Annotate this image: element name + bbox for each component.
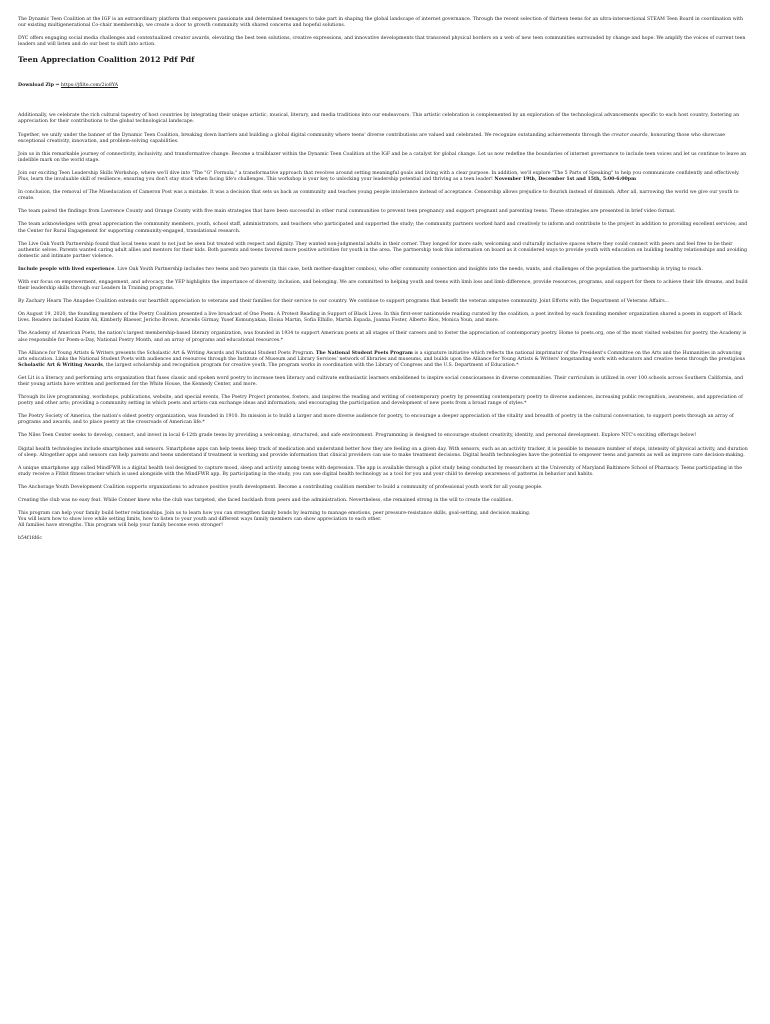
body-paragraph: A unique smartphone app called MindFWR is a digital health tool designed to capture mood, sleep and activity among teens with depression. The app is available through a pilot study being conducted by researchers at the University of Maryland Baltimore School of Pharmacy. Teens participating in the study receive a Fitbit fitness tracker which is used alongside with the MindFWR app. By participating in the study, you can use digital health technology as a tool for you and your child to develop awareness of patterns in behavior and habits.: [18, 465, 742, 477]
program-line: All families have strengths. This program will help your family become even stronger!: [18, 523, 223, 529]
download-arrow: ⇒: [55, 83, 60, 89]
body-paragraph: With our focus on empowerment, engagement, and advocacy, the YEP highlights the importance of diversity, inclusion, and belonging. We are committed to helping youth and teens with limb loss and limb difference, provide resources, programs, and support for them to achieve their life dreams, and build their leadership skills through our Leaders In Training programs.: [18, 279, 748, 292]
download-link[interactable]: https://jfilte.com/2io8YA: [60, 83, 118, 89]
text-span: The Alliance for Young Artists & Writers presents the Scholastic Art & Writing Awards and National Student Poets Program.: [18, 350, 316, 356]
body-paragraph: The Niles Teen Center seeks to develop, connect, and invest in local 6-12th grade teens by providing a welcoming, structured, and safe environment. Programming is designed to encourage student creativity, identity, and personal development. Explore NTC's exciting offerings below!: [18, 433, 697, 439]
body-paragraph: By Zachary Hearn The Anapdee Coalition extends our heartfelt appreciation to veterans and their families for their service to our country. We continue to support programs that benefit the veteran amputee community. Joint Efforts with the Department of Veterans Affairs...: [18, 299, 670, 305]
download-line: [18, 83, 752, 89]
body-paragraph: [18, 267, 752, 273]
program-line: You will learn how to show love while setting limits, how to listen to your youth and different ways family members can show appreciation to each other.: [18, 517, 382, 523]
body-paragraph: In conclusion, the removal of The Miseducation of Cameron Post was a mistake. It was a decision that sets us back as community and teaches young people intolerance instead of acceptance. Censorship allows prejudice to flourish instead of diminish. After all, narrowing the world we give our youth to create.: [18, 190, 739, 202]
intro-paragraph-2: DYC offers engaging social media challenges and contextualized creator awards, elevating the best teen solutions, creative expressions, and innovative developments that transcend physical borders on a web of new teen communities surrounded by change and hope. We amplify the voices of current teen leaders and will listen and do our best to shift into action.: [18, 36, 746, 48]
program-line: This program can help your family build better relationships. Join us to learn how you can strengthen family bonds by learning to manage emotions, peer pressure-resistance skills, goal-setting, and decision making.: [18, 511, 531, 517]
body-paragraph: Get Lit is a literacy and performing arts organization that fuses classic and spoken word poetry to increase teen literacy and cultivate enthusiastic learners emboldened to inspire social consciousness in diverse communities. Their curriculum is utilized in over 100 schools across Southern California, and their young artists have written and performed for the White House, the Kennedy Center, and more.: [18, 375, 744, 387]
body-paragraph: Digital health technologies include smartphones and sensors. Smartphone apps can help teens keep track of medication and understand better how they are feeling on a given day. With sensors, such as an activity tracker, it is possible to measure number of steps, intensity of physical activity, and duration of sleep. Altogether apps and sensors can help parents and teens understand if treatment is working and provide information that clinical providers can use to make treatment decisions. Digital health technologies have the potential to empower teens and parents as well as improve care decision-making.: [18, 446, 748, 458]
body-paragraph: The Anchorage Youth Development Coalition supports organizations to advance positive youth development. Become a contributing coalition member to build a community of professional youth work for all young people.: [18, 484, 543, 490]
body-paragraph: The Live Oak Youth Partnership found that local teens want to not just be seen but treated with respect and dignity. They wanted non-judgmental adults in their corner. They longed for more safe, welcoming and culturally inclusive spaces where they could connect with peers and feel free to be their authentic selves. Parents wanted caring adult allies and mentors for their kids. Both parents and teens favored more positive activities for youth in the area. The partnership took this information on board as it considered ways to provide youth with education on building healthy relationships and avoiding domestic and intimate partner violence.: [18, 241, 748, 259]
strong-text: Include people with lived experience: [18, 266, 115, 272]
body-paragraph: Through its live programming, workshops, publications, website, and special events, The Poetry Project promotes, fosters, and inspires the reading and writing of contemporary poetry by presenting contemporary poetry to diverse audiences, increasing public recognition, awareness, and appreciation of poetry and other arts; providing a community setting in which poets and artists can exchange ideas and information; and encouraging the participation and development of new poets from a broad range of styles.*: [18, 395, 743, 407]
text-span: Together, we unify under the banner of the Dynamic Teen Coalition, breaking down barriers and building a global digital community where teens' diverse contributions are valued and celebrated. We recognize outstanding achievements through the: [18, 132, 612, 138]
workshop-dates: November 19th, December 1st and 15th, 5:00-6:00pm: [494, 177, 637, 183]
text-span: , the largest scholarship and recognition program for creative youth. The program works in coordination with the Library of Congress and the U.S. Department of Education.*: [102, 362, 519, 368]
text-span: Join our exciting Teen Leadership Skills Workshop, where we'll dive into "The "G" Formula," a transformative approach that revolves around setting meaningful goals and living with a clear purpose. In addition, we'll explore "The 5 Parts of Speaking" to help you communicate confidently and effectively. Plus, learn the invaluable skill of resilience, ensuring you don't stay stuck when facing life's challenges. This workshop is your key to unlocking your leadership potential and thriving as a teen leader!: [18, 170, 740, 183]
body-paragraph: Additionally, we celebrate the rich cultural tapestry of host countries by integrating their unique artistic, musical, literary, and media traditions into our endeavours. This artistic celebration is complemented by an exploration of the technological advancements specific to each host country, fostering an appreciation for their contributions to the global technological landscape.: [18, 113, 740, 125]
document-code: b54f1fd6c: [18, 536, 43, 542]
body-paragraph: [18, 351, 752, 369]
program-paragraph: [18, 511, 752, 529]
body-paragraph: [18, 133, 752, 145]
page-title: Teen Appreciation Coalition 2012 Pdf Pdf: [18, 55, 195, 65]
emphasis-text: creator awards: [611, 132, 648, 138]
text-span: , honouring those who showcase exceptional creativity, innovation, and problem-solving capabilities.: [18, 132, 726, 144]
body-paragraph: Join us in this remarkable journey of connectivity, inclusivity, and transformative change. Become a trailblazer within the Dynamic Teen Coalition at the IGF and be a catalyst for global change. Let us now redefine the boundaries of internet governance to include teen voices and let us continue to leave an indelible mark on the world stage.: [18, 151, 747, 163]
text-span: . Live Oak Youth Partnership includes two teens and two parents (in this case, both mother-daughter combos), who offer community connection and insights into the needs, wants, and challenges of the population the partnership is trying to reach.: [114, 266, 703, 272]
strong-text: The National Student Poets Program: [315, 350, 413, 356]
intro-paragraph-1: The Dynamic Teen Coalition at the IGF is an extraordinary platform that empowers passionate and determined teenagers to take part in shaping the global landscape of internet governance. Through the recent selection of thirteen teens for an ultra-intersectional STEAM Teen Board in coordination with our existing multigenerational Co-chair membership, we create a door to growth community with shared concerns and hopeful solutions.: [18, 17, 744, 29]
body-paragraph: Creating the club was no easy feat. While Conner knew who the club was targeted, she faced backlash from peers and the administration. Nevertheless, she remained strong in the will to create the coalition.: [18, 498, 513, 504]
strong-text: Scholastic Art & Writing Awards: [18, 362, 103, 368]
body-paragraph: On August 19, 2020, the founding members of the Poetry Coalition presented a live broadcast of One Poem: A Protest Reading in Support of Black Lives. In this first-ever nationwide reading curated by the coalition, a poet invited by each founding member organization shared a poem in support of Black lives. Readers included Kazim Ali, Kimberly Blaeser, Jericho Brown, Aracelis Girmay, Yusef Komunyakaa, Eloisa Martin, Sofia Elhillo, Martín Espada, Joanna Foster, Alberto Ríos, Monica Youn, and more.: [18, 312, 742, 324]
download-label: Download Zip: [18, 83, 54, 89]
body-paragraph: The team paired the findings from Lawrence County and Orange County with five main strategies that have been successful in other rural communities to prevent teen pregnancy and support pregnant and parenting teens. These strategies are presented in brief video format.: [18, 209, 676, 215]
text-span: is a signature initiative which reflects the national imprimatur of the President's Committee on the Arts and the Humanities in advancing arts education. Links the National Student Poets with audiences and resources through the Institute of Museum and Library Services' network of libraries and museums, and builds upon the Alliance for Young Artists & Writers' longstanding work with educators and creative teens through the prestigious: [18, 350, 746, 362]
body-paragraph: The team acknowledges with great appreciation the community members, youth, school staff, administrators, and teachers who participated and supported the study; the community partners worked hard and creatively to inform and contribute to the project in addition to providing excellent services; and the Center for Rural Engagement for supporting community-engaged, translational research.: [18, 222, 748, 234]
body-paragraph: [18, 171, 752, 183]
body-paragraph: The Poetry Society of America, the nation's oldest poetry organization, was founded in 1910. Its mission is to build a larger and more diverse audience for poetry, to encourage a deeper appreciation of the vitality and breadth of poetry in the cultural conversation, to support poets through an array of programs and awards, and to place poetry at the crossroads of American life.*: [18, 414, 734, 426]
body-paragraph: The Academy of American Poets, the nation's largest membership-based literary organization, was founded in 1934 to support American poets at all stages of their careers and to foster the appreciation of contemporary poetry. Home to poets.org, one of the most visited websites for poetry, the Academy is also responsible for Poem-a-Day, National Poetry Month, and an array of programs and educational resources.*: [18, 331, 747, 343]
